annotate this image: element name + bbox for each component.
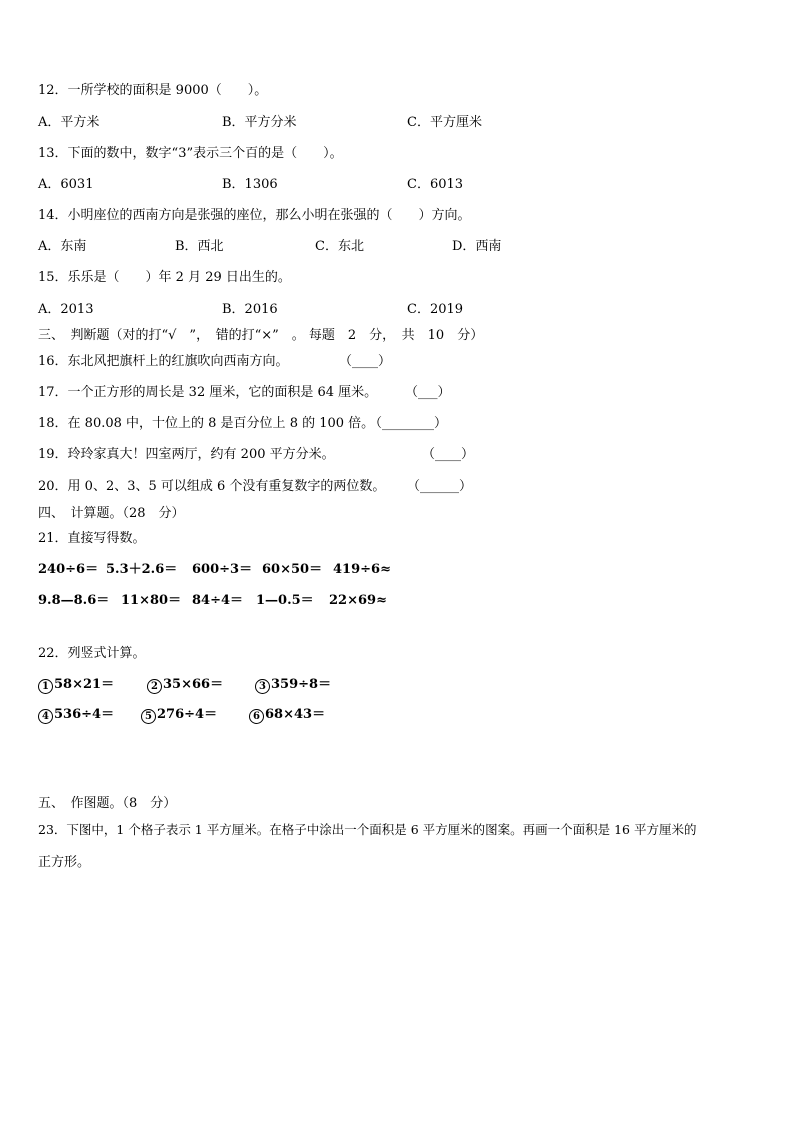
section5-title: 五、 作图题。（8 分） <box>38 796 177 811</box>
q20-answer-blank[interactable]: （______） <box>407 479 473 494</box>
q20-text: 20．用 0、2、3、5 可以组成 6 个没有重复数字的两位数。 <box>38 479 386 494</box>
circled-number: 6 <box>249 709 264 724</box>
q21-item[interactable]: 240÷6＝ <box>38 562 99 577</box>
q21-stem: 21．直接写得数。 <box>38 531 146 546</box>
q22-expression: 58×21＝ <box>54 677 115 692</box>
q14-option-a[interactable]: A．东南 <box>38 239 87 254</box>
q22-expression: 68×43＝ <box>265 707 326 722</box>
q22-item-2[interactable] <box>147 677 223 694</box>
q22-expression: 35×66＝ <box>163 677 224 692</box>
q19-answer-blank[interactable]: （____） <box>422 447 475 462</box>
q14-stem: 14．小明座位的西南方向是张强的座位，那么小明在张强的（ ）方向。 <box>38 208 471 223</box>
q21-item[interactable]: 11×80＝ <box>121 593 182 608</box>
q21-item[interactable]: 600÷3＝ <box>192 562 253 577</box>
q22-stem: 22．列竖式计算。 <box>38 646 146 661</box>
q12-option-c[interactable]: C．平方厘米 <box>407 115 482 130</box>
q21-item[interactable]: 9.8—8.6＝ <box>38 593 110 608</box>
q15-option-c[interactable]: C．2019 <box>407 302 464 317</box>
q22-item-4[interactable] <box>38 707 114 724</box>
q15-option-a[interactable]: A．2013 <box>38 302 94 317</box>
q15-stem: 15．乐乐是（ ）年 2 月 29 日出生的。 <box>38 270 291 285</box>
q23-line-2: 正方形。 <box>38 855 91 870</box>
circled-number: 1 <box>38 679 53 694</box>
q14-option-b[interactable]: B．西北 <box>175 239 224 254</box>
q14-option-d[interactable]: D．西南 <box>452 239 502 254</box>
circled-number: 4 <box>38 709 53 724</box>
q21-item[interactable]: 419÷6≈ <box>333 562 391 577</box>
q22-item-1[interactable] <box>38 677 114 694</box>
q12-option-a[interactable]: A．平方米 <box>38 115 100 130</box>
q21-item[interactable]: 84÷4＝ <box>192 593 244 608</box>
circled-number: 5 <box>141 709 156 724</box>
q23-line-1: 23．下图中，1 个格子表示 1 平方厘米。在格子中涂出一个面积是 6 平方厘米的图案。再画一个面积是 16 平方厘米的 <box>38 822 697 837</box>
q15-option-b[interactable]: B．2016 <box>222 302 278 317</box>
q22-item-6[interactable] <box>249 707 325 724</box>
circled-number: 2 <box>147 679 162 694</box>
q13-option-c[interactable]: C．6013 <box>407 177 464 192</box>
q17-answer-blank[interactable]: （___） <box>405 385 451 400</box>
q22-expression: 359÷8＝ <box>271 677 332 692</box>
section4-title: 四、 计算题。（28 分） <box>38 506 185 521</box>
q21-item[interactable]: 1—0.5＝ <box>256 593 314 608</box>
q21-item[interactable]: 22×69≈ <box>329 593 387 608</box>
q18-text: 18．在 80.08 中，十位上的 8 是百分位上 8 的 100 倍。 <box>38 416 375 431</box>
q18-answer-blank[interactable]: （________） <box>369 416 448 431</box>
section3-title: 三、 判断题（对的打“√ ”， 错的打“×” 。 每题 2 分， 共 10 分） <box>38 328 484 343</box>
q21-item[interactable]: 5.3＋2.6＝ <box>106 562 178 577</box>
q22-expression: 536÷4＝ <box>54 707 115 722</box>
q17-text: 17．一个正方形的周长是 32 厘米，它的面积是 64 厘米。 <box>38 385 378 400</box>
q22-expression: 276÷4＝ <box>157 707 218 722</box>
q16-text: 16．东北风把旗杆上的红旗吹向西南方向。 <box>38 354 289 369</box>
q12-option-b[interactable]: B．平方分米 <box>222 115 297 130</box>
q14-option-c[interactable]: C．东北 <box>315 239 364 254</box>
q16-answer-blank[interactable]: （____） <box>339 354 392 369</box>
q13-option-a[interactable]: A．6031 <box>38 177 94 192</box>
q21-item[interactable]: 60×50＝ <box>262 562 323 577</box>
q13-stem: 13．下面的数中，数字“3”表示三个百的是（ ）。 <box>38 146 343 161</box>
q22-item-5[interactable] <box>141 707 217 724</box>
q12-stem: 12．一所学校的面积是 9000（ ）。 <box>38 83 268 98</box>
q13-option-b[interactable]: B．1306 <box>222 177 278 192</box>
q19-text: 19．玲玲家真大！四室两厅，约有 200 平方分米。 <box>38 447 335 462</box>
q22-item-3[interactable] <box>255 677 331 694</box>
circled-number: 3 <box>255 679 270 694</box>
